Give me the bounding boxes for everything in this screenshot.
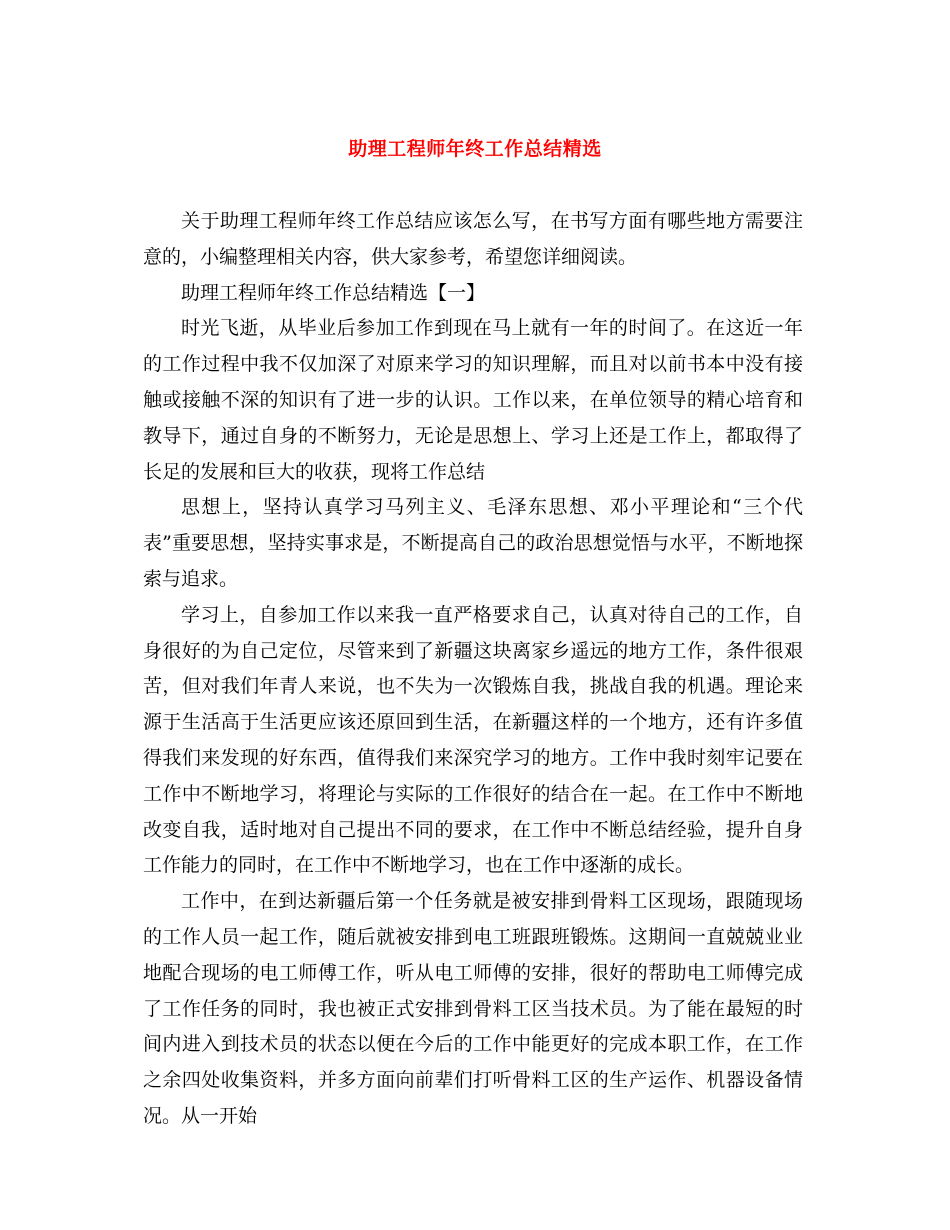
intro-paragraph: 关于助理工程师年终工作总结应该怎么写，在书写方面有哪些地方需要注意的，小编整理相关内容，供大家参考，希望您详细阅读。 [143, 210, 803, 268]
body-paragraph: 思想上，坚持认真学习马列主义、毛泽东思想、邓小平理论和“三个代表”重要思想，坚持实事求是，不断提高自己的政治思想觉悟与水平，不断地探索与追求。 [143, 496, 803, 590]
body-paragraph: 学习上，自参加工作以来我一直严格要求自己，认真对待自己的工作，自身很好的为自己定位，尽管来到了新疆这块离家乡遥远的地方工作，条件很艰苦，但对我们年青人来说，也不失为一次锻炼自我，挑战自我的机遇。理论来源于生活高于生活更应该还原回到生活，在新疆这样的一个地方，还有许多值得我们来发现的好东西，值得我们来深究学习的地方。工作中我时刻牢记要在工作中不断地学习，将理论与实际的工作很好的结合在一起。在工作中不断地改变自我，适时地对自己提出不同的要求，在工作中不断总结经验，提升自身工作能力的同时，在工作中不断地学习，也在工作中逐渐的成长。 [143, 603, 803, 877]
body-paragraph: 工作中，在到达新疆后第一个任务就是被安排到骨料工区现场，跟随现场的工作人员一起工作，随后就被安排到电工班跟班锻炼。这期间一直兢兢业业地配合现场的电工师傅工作，听从电工师傅的安排，很好的帮助电工师傅完成了工作任务的同时，我也被正式安排到骨料工区当技术员。为了能在最短的时间内进入到技术员的状态以便在今后的工作中能更好的完成本职工作，在工作之余四处收集资料，并多方面向前辈们打听骨料工区的生产运作、机器设备情况。从一开始 [143, 890, 803, 1127]
section-heading: 助理工程师年终工作总结精选【一】 [181, 281, 486, 304]
body-paragraph: 时光飞逝，从毕业后参加工作到现在马上就有一年的时间了。在这近一年的工作过程中我不仅加深了对原来学习的知识理解，而且对以前书本中没有接触或接触不深的知识有了进一步的认识。工作以来，在单位领导的精心培育和教导下，通过自身的不断努力，无论是思想上、学习上还是工作上，都取得了长足的发展和巨大的收获，现将工作总结 [143, 317, 803, 483]
document-title: 助理工程师年终工作总结精选 [348, 138, 602, 160]
document-body [143, 204, 803, 1135]
